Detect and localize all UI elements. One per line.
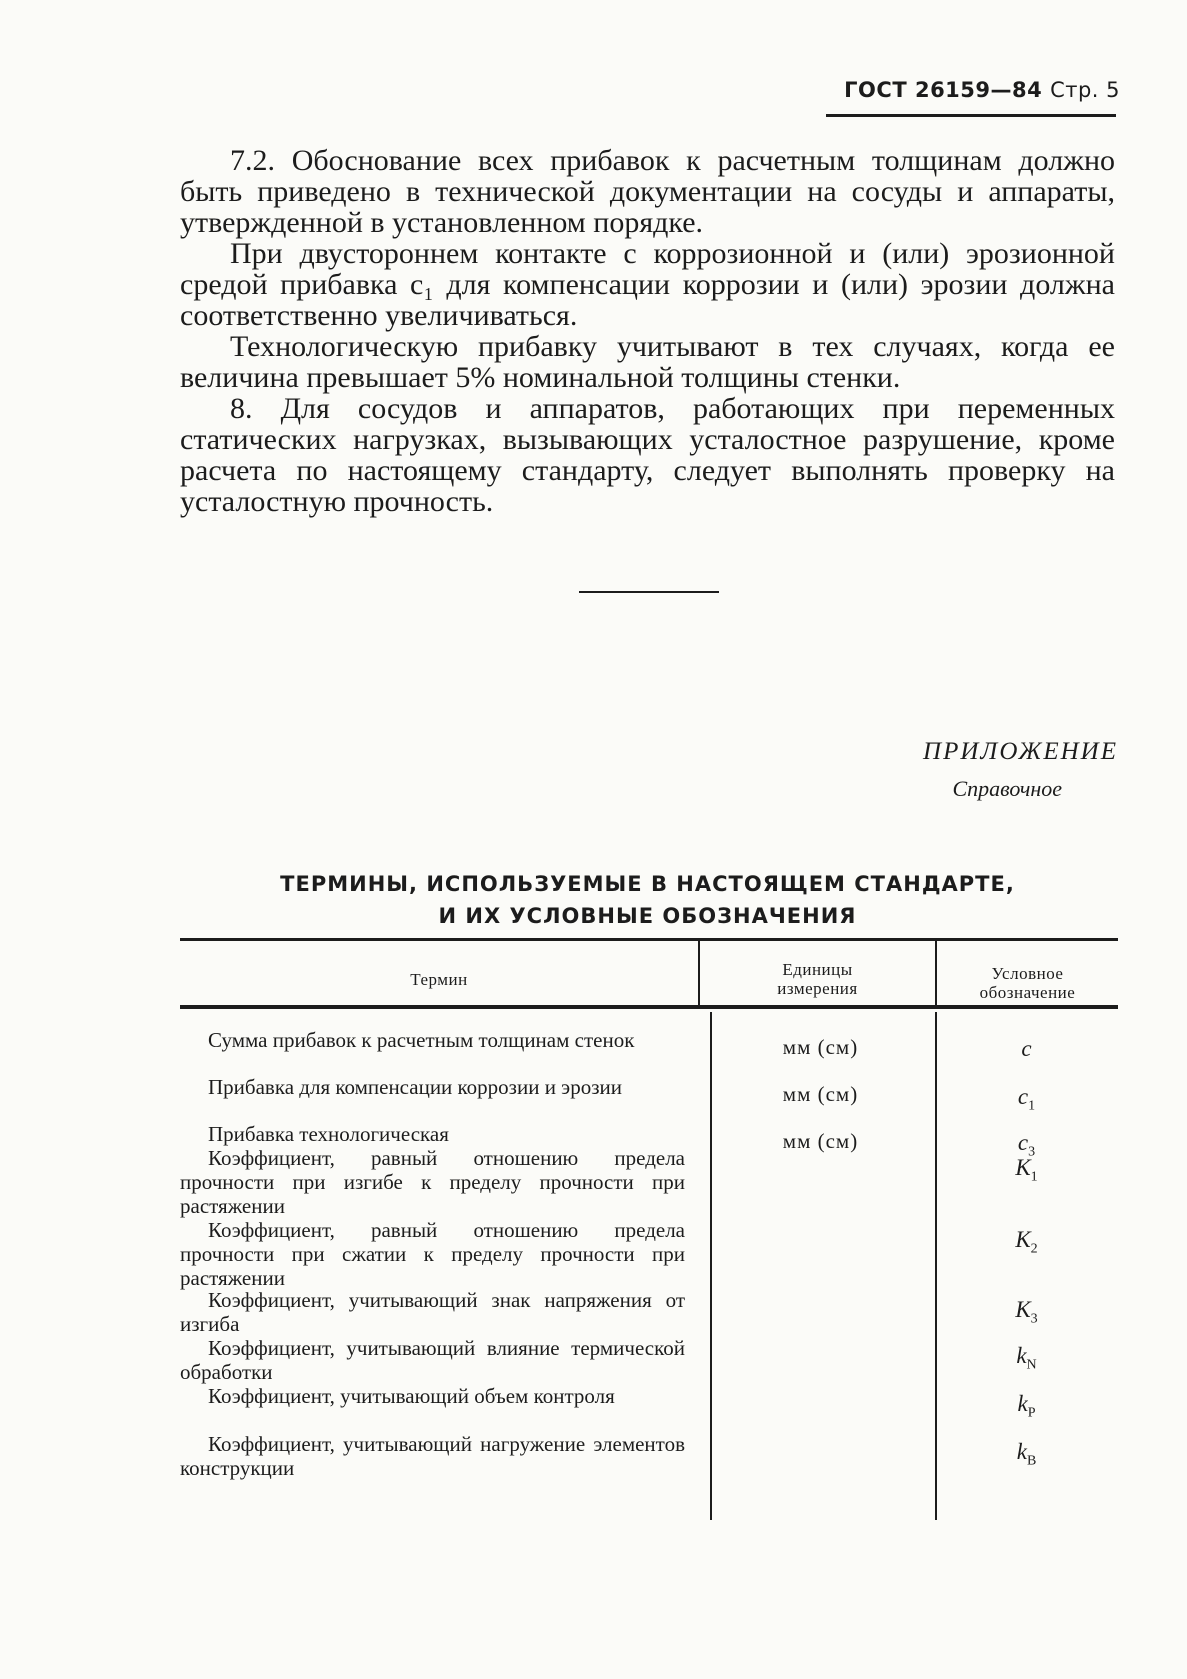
- symbol-subscript: N: [1026, 1357, 1037, 1373]
- table-row-term: [180, 1122, 685, 1146]
- symbol-letter: k: [1017, 1391, 1028, 1416]
- paragraph-8: 8. Для сосудов и аппаратов, работающих при переменных статических нагрузках, вызывающих усталостное разрушение, кроме расчета по настоящему стандарту, следует выполнять проверку на усталостную прочность.: [180, 392, 1115, 518]
- table-row-term: [180, 1146, 685, 1218]
- symbol-subscript: 3: [1030, 1311, 1038, 1327]
- term-text: Прибавка для компенсации коррозии и эрозии: [208, 1075, 622, 1099]
- table-row-term: [180, 1218, 685, 1290]
- symbol-letter: c: [1017, 1084, 1029, 1109]
- symbol-letter: c: [1017, 1130, 1029, 1155]
- table-row-term: [180, 1432, 685, 1480]
- paragraph-two-sided-contact: При двустороннем контакте с коррозионной и (или) эрозионной средой прибавка c₁ для компенсации коррозии и (или) эрозии должна соответственно увеличиваться.: [180, 237, 1115, 332]
- term-text: Прибавка технологическая: [208, 1122, 449, 1146]
- symbol-subscript: 1: [1028, 1098, 1036, 1114]
- table-row-symbol: [935, 1084, 1118, 1115]
- header-rule: [826, 114, 1116, 117]
- table-row-term: [180, 1028, 685, 1052]
- table-row-term: [180, 1288, 685, 1336]
- column-header-units-line-1: Единицы: [782, 960, 853, 979]
- table-row-symbol: [935, 1439, 1118, 1470]
- symbol-letter: K: [1015, 1297, 1031, 1322]
- section-separator: [579, 591, 719, 593]
- symbol-subscript: 1: [1030, 1169, 1038, 1185]
- paragraph-7-2: 7.2. Обоснование всех прибавок к расчетным толщинам должно быть приведено в технической документации на сосуды и аппараты, утвержденной в установленном порядке.: [180, 144, 1115, 239]
- body-text: [180, 145, 1115, 517]
- term-text: Коэффициент, равный отношению предела прочности при сжатии к пределу прочности при растяжении: [180, 1218, 685, 1290]
- symbol-letter: K: [1015, 1227, 1031, 1252]
- symbol-letter: K: [1015, 1155, 1031, 1180]
- appendix-subtitle: Справочное: [952, 776, 1062, 801]
- column-header-symbol-line-1: Условное: [991, 964, 1064, 983]
- table-row-symbol: [935, 1036, 1118, 1067]
- term-text: Коэффициент, учитывающий объем контроля: [208, 1384, 615, 1408]
- table-row-term: [180, 1384, 685, 1408]
- table-header-rule: [180, 1005, 1118, 1009]
- table-row-symbol: [935, 1155, 1118, 1186]
- appendix-title: ПРИЛОЖЕНИЕ: [923, 738, 1118, 765]
- symbol-subscript: 2: [1030, 1241, 1038, 1257]
- term-text: Сумма прибавок к расчетным толщинам стенок: [208, 1028, 635, 1052]
- table-row-symbol: [935, 1391, 1118, 1422]
- table-row-symbol: [935, 1297, 1118, 1328]
- term-text: Коэффициент, учитывающий влияние термической обработки: [180, 1336, 685, 1384]
- term-text: Коэффициент, равный отношению предела прочности при изгибе к пределу прочности при растяжении: [180, 1146, 685, 1218]
- table-top-rule: [180, 938, 1118, 941]
- symbol-letter: k: [1016, 1439, 1027, 1464]
- symbol-subscript: B: [1026, 1453, 1037, 1469]
- table-row-term: [180, 1336, 685, 1384]
- term-text: Коэффициент, учитывающий нагружение элементов конструкции: [180, 1432, 685, 1480]
- column-header-symbol: [937, 964, 1118, 1002]
- table-title-line-1: ТЕРМИНЫ, ИСПОЛЬЗУЕМЫЕ В НАСТОЯЩЕМ СТАНДАРТЕ,: [280, 872, 1015, 896]
- table-row-unit: мм (см): [782, 1035, 859, 1059]
- column-header-term: Термин: [410, 970, 468, 989]
- table-title-line-2: И ИХ УСЛОВНЫЕ ОБОЗНАЧЕНИЯ: [438, 904, 857, 928]
- column-header-symbol-line-2: обозначение: [979, 983, 1076, 1002]
- table-row-unit: мм (см): [782, 1082, 859, 1106]
- symbol-subscript: 3: [1028, 1144, 1036, 1160]
- standard-number: ГОСТ 26159—84: [844, 78, 1043, 102]
- paragraph-technological-allowance: Технологическую прибавку учитывают в тех случаях, когда ее величина превышает 5% номинальной толщины стенки.: [180, 330, 1115, 394]
- running-header: [840, 78, 1120, 102]
- table-row-symbol: [935, 1343, 1118, 1374]
- table-row-symbol: [935, 1227, 1118, 1258]
- symbol-letter: k: [1016, 1343, 1027, 1368]
- symbol-subscript: P: [1027, 1405, 1036, 1421]
- term-text: Коэффициент, учитывающий знак напряжения от изгиба: [180, 1288, 685, 1336]
- appendix-label: [820, 738, 1118, 802]
- table-row-unit: мм (см): [782, 1129, 859, 1153]
- column-header-units-line-2: измерения: [777, 979, 858, 998]
- column-header-units: [700, 960, 935, 998]
- terms-table: [180, 938, 1118, 1520]
- symbol-letter: c: [1021, 1036, 1032, 1061]
- table-title: [180, 868, 1115, 932]
- page-number: Стр. 5: [1050, 78, 1120, 102]
- table-row-term: [180, 1075, 685, 1099]
